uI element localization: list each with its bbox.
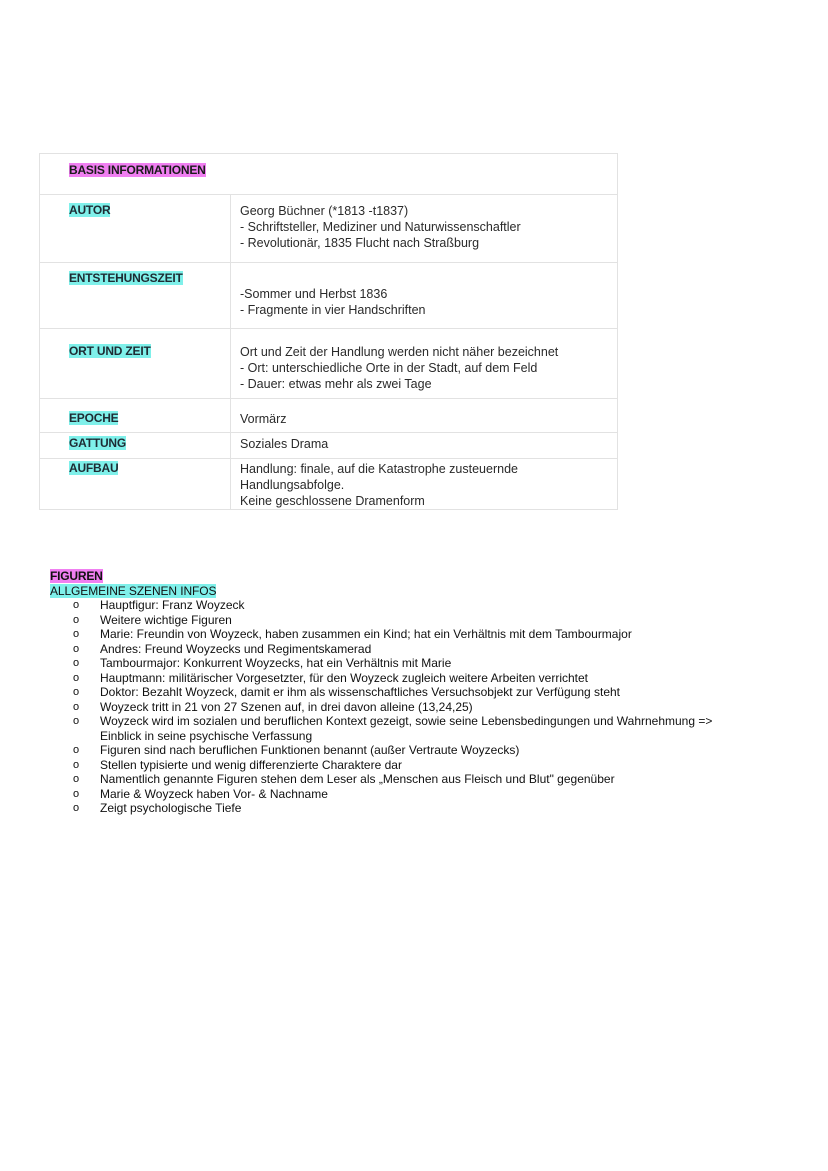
figuren-heading: FIGUREN: [50, 569, 103, 583]
row-label: ENTSTEHUNGSZEIT: [69, 271, 183, 285]
value-line: - Dauer: etwas mehr als zwei Tage: [240, 377, 432, 391]
list-item: [50, 627, 810, 642]
table-title-row: [40, 154, 618, 195]
row-label: AUFBAU: [69, 461, 119, 475]
value-text: [240, 344, 617, 392]
list-item-text: Zeigt psychologische Tiefe: [100, 801, 242, 815]
table-row-ort-und-zeit: [40, 329, 618, 399]
value-cell: [231, 399, 618, 433]
value-line: Georg Büchner (*1813 -t1837): [240, 204, 409, 218]
list-item: [50, 743, 810, 758]
value-cell: [231, 459, 618, 510]
list-item-text: Woyzeck wird im sozialen und beruflichen Kontext gezeigt, sowie seine Lebensbedingungen und Wahrnehmung =>: [100, 714, 713, 728]
list-item-text: Weitere wichtige Figuren: [100, 612, 232, 627]
value-line: Handlung: finale, auf die Katastrophe zusteuernde Handlungsabfolge.: [240, 462, 518, 492]
circle-bullet-icon: o: [73, 787, 80, 800]
value-cell: [231, 263, 618, 329]
list-item-text: Hauptmann: militärischer Vorgesetzter, für den Woyzeck zugleich weitere Arbeiten verrichtet: [100, 670, 589, 685]
list-item-text: Woyzeck tritt in 21 von 27 Szenen auf, in drei davon alleine (13,24,25): [100, 699, 473, 714]
figuren-heading-line: [50, 569, 810, 584]
list-item: [50, 685, 810, 700]
label-cell: [40, 195, 231, 263]
label-cell: [40, 329, 231, 399]
value-text: [240, 286, 617, 318]
value-line: Keine geschlossene Dramenform: [240, 494, 425, 508]
basis-info-table: [39, 153, 618, 510]
table-row-gattung: [40, 433, 618, 459]
row-label: AUTOR: [69, 203, 111, 217]
figuren-list: [50, 598, 810, 816]
circle-bullet-icon: o: [73, 744, 80, 756]
table-row-epoche: [40, 399, 618, 433]
list-item: [50, 613, 810, 628]
table-title: BASIS INFORMATIONEN: [69, 163, 206, 177]
value-line: - Revolutionär, 1835 Flucht nach Straßburg: [240, 236, 480, 250]
list-item-text: Andres: Freund Woyzecks und Regimentskamerad: [100, 641, 372, 656]
value-line: - Ort: unterschiedliche Orte in der Stadt, auf dem Feld: [240, 361, 538, 375]
list-item: [50, 642, 810, 657]
list-item-text: Marie: Freundin von Woyzeck, haben zusammen ein Kind; hat ein Verhältnis mit dem Tambourmajor: [100, 627, 632, 641]
circle-bullet-icon: o: [73, 599, 80, 611]
list-item: [50, 772, 810, 787]
list-item: [50, 787, 810, 802]
value-line: Ort und Zeit der Handlung werden nicht näher bezeichnet: [240, 345, 559, 359]
circle-bullet-icon: o: [73, 613, 80, 626]
list-item: [50, 671, 810, 686]
figuren-subheading-line: [50, 584, 810, 599]
value-line: - Fragmente in vier Handschriften: [240, 303, 426, 317]
table-title-cell: [40, 154, 618, 195]
circle-bullet-icon: o: [73, 642, 80, 655]
list-item-text: Einblick in seine psychische Verfassung: [100, 728, 313, 743]
list-item: [50, 700, 810, 715]
list-item-text: Doktor: Bezahlt Woyzeck, damit er ihm als wissenschaftliches Versuchsobjekt zur Verfügung steht: [100, 685, 621, 699]
list-item-text: Marie & Woyzeck haben Vor- & Nachname: [100, 786, 328, 801]
list-item-text: Namentlich genannte Figuren stehen dem Leser als „Menschen aus Fleisch und Blut" gegenüber: [100, 772, 615, 786]
list-item-text: Figuren sind nach beruflichen Funktionen benannt (außer Vertraute Woyzecks): [100, 743, 520, 757]
list-item-text: Stellen typisierte und wenig differenzierte Charaktere dar: [100, 757, 402, 772]
circle-bullet-icon: o: [73, 758, 80, 771]
row-label: GATTUNG: [69, 436, 127, 450]
label-cell: [40, 433, 231, 459]
value-cell: [231, 433, 618, 459]
figuren-subheading: ALLGEMEINE SZENEN INFOS: [50, 583, 217, 598]
row-label: EPOCHE: [69, 411, 119, 425]
list-item: [50, 801, 810, 816]
circle-bullet-icon: o: [73, 802, 80, 814]
list-item: [50, 598, 810, 613]
value-text: [240, 203, 617, 251]
value-text: [240, 461, 617, 509]
value-line: -Sommer und Herbst 1836: [240, 287, 388, 301]
list-item-text: Hauptfigur: Franz Woyzeck: [100, 598, 245, 612]
list-item: [50, 758, 810, 773]
value-line: Soziales Drama: [240, 437, 329, 451]
table-row-entstehungszeit: [40, 263, 618, 329]
value-cell: [231, 329, 618, 399]
circle-bullet-icon: o: [73, 773, 80, 785]
table-row-autor: [40, 195, 618, 263]
circle-bullet-icon: o: [73, 686, 80, 698]
value-cell: [231, 195, 618, 263]
circle-bullet-icon: o: [73, 657, 80, 669]
circle-bullet-icon: o: [73, 715, 80, 727]
row-label: ORT UND ZEIT: [69, 344, 151, 358]
value-line: Vormärz: [240, 412, 287, 426]
circle-bullet-icon: o: [73, 700, 80, 713]
value-line: - Schriftsteller, Mediziner und Naturwissenschaftler: [240, 220, 521, 234]
figuren-section: [50, 569, 810, 816]
circle-bullet-icon: o: [73, 671, 80, 684]
list-item: [50, 714, 810, 743]
label-cell: [40, 399, 231, 433]
table-row-aufbau: [40, 459, 618, 510]
label-cell: [40, 263, 231, 329]
circle-bullet-icon: o: [73, 628, 80, 640]
list-item-text: Tambourmajor: Konkurrent Woyzecks, hat ein Verhältnis mit Marie: [100, 656, 452, 670]
label-cell: [40, 459, 231, 510]
list-item: [50, 656, 810, 671]
